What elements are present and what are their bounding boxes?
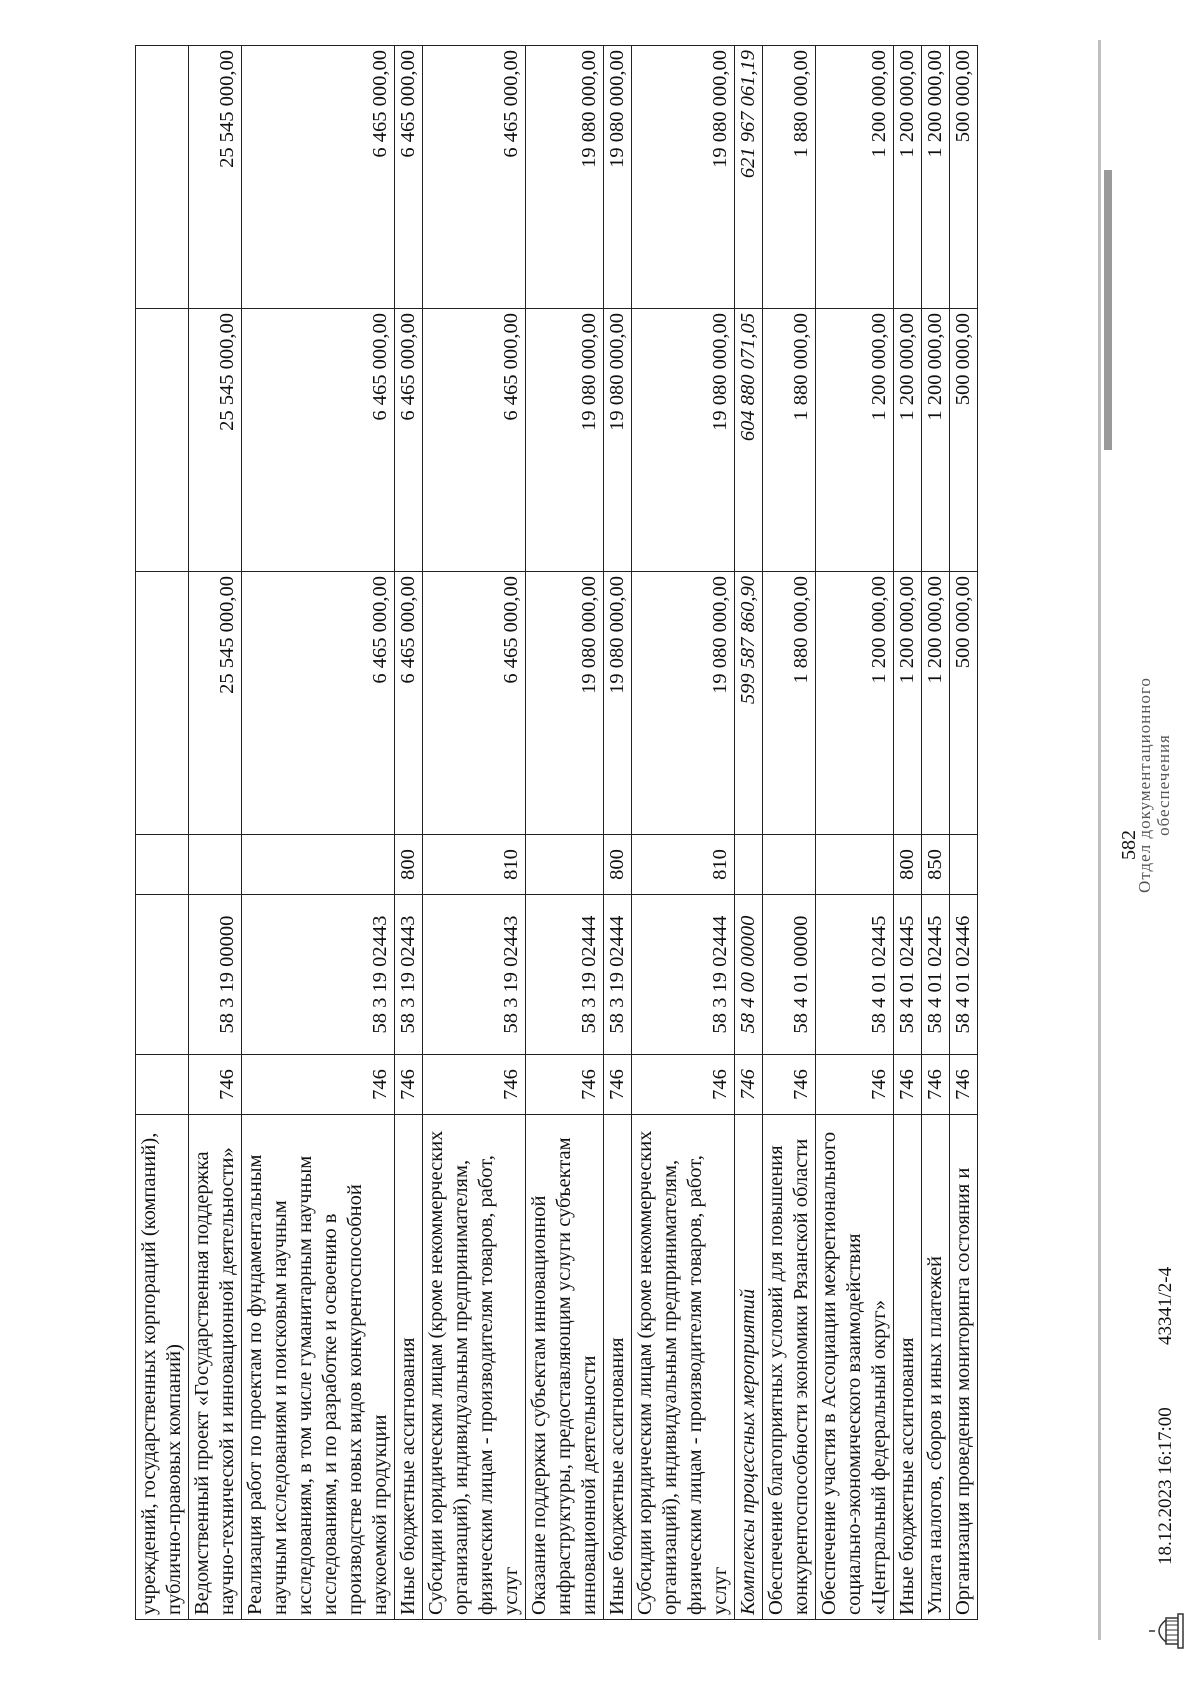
scan-edge-line [1098, 40, 1101, 1640]
scan-edge-mark [1104, 170, 1112, 450]
row-gr-code [136, 1055, 189, 1115]
row-amount-2024: 6 465 000,00 [242, 572, 395, 835]
row-vr-code: 810 [423, 835, 526, 895]
row-gr-code: 746 [189, 1055, 242, 1115]
row-csr-code: 58 3 19 02444 [604, 895, 632, 1055]
row-amount-2026: 1 200 000,00 [922, 46, 950, 309]
row-amount-2025: 6 465 000,00 [242, 309, 395, 572]
row-amount-2024: 599 587 860,90 [735, 572, 763, 835]
row-name: Организация проведения мониторинга состояния и [950, 1115, 978, 1620]
row-csr-code: 58 3 19 00000 [189, 895, 242, 1055]
row-vr-code [526, 835, 604, 895]
row-name: Реализация работ по проектам по фундаментальным научным исследованиям и поисковым научным исследованиям, в том числе гуманитарным научным исследованиям, и по разработке и освоению в производстве новых видов конкурентоспособной наукоемкой продукции [242, 1115, 395, 1620]
budget-table [135, 45, 978, 1620]
row-name: Обеспечение благоприятных условий для повышения конкурентоспособности экономики Рязанской области [763, 1115, 816, 1620]
row-vr-code [816, 835, 894, 895]
row-amount-2026: 19 080 000,00 [632, 46, 735, 309]
row-vr-code: 800 [604, 835, 632, 895]
row-amount-2025: 19 080 000,00 [632, 309, 735, 572]
row-csr-code: 58 4 01 02446 [950, 895, 978, 1055]
row-name: Иные бюджетные ассигнования [894, 1115, 922, 1620]
row-gr-code: 746 [763, 1055, 816, 1115]
table-row [242, 46, 395, 1620]
row-amount-2025: 500 000,00 [950, 309, 978, 572]
row-name: Уплата налогов, сборов и иных платежей [922, 1115, 950, 1620]
row-amount-2026: 1 200 000,00 [894, 46, 922, 309]
row-csr-code: 58 3 19 02444 [632, 895, 735, 1055]
row-gr-code: 746 [894, 1055, 922, 1115]
page-number: 582 [1118, 830, 1140, 860]
row-gr-code: 746 [950, 1055, 978, 1115]
row-name: Оказание поддержки субъектам инновационной инфраструктуры, предоставляющим услуги субъектам инновационной деятельности [526, 1115, 604, 1620]
row-vr-code [189, 835, 242, 895]
row-csr-code: 58 4 01 02445 [922, 895, 950, 1055]
row-amount-2026: 6 465 000,00 [395, 46, 423, 309]
stamp-line-2: обеспечения [1154, 734, 1173, 836]
row-gr-code: 746 [922, 1055, 950, 1115]
row-amount-2026: 500 000,00 [950, 46, 978, 309]
row-amount-2025: 19 080 000,00 [604, 309, 632, 572]
table-row [136, 46, 189, 1620]
row-name: учреждений, государственных корпораций (компаний), публично-правовых компаний) [136, 1115, 189, 1620]
row-csr-code: 58 4 01 00000 [763, 895, 816, 1055]
table-row [423, 46, 526, 1620]
row-name: Комплексы процессных мероприятий [735, 1115, 763, 1620]
row-gr-code: 746 [632, 1055, 735, 1115]
table-row [894, 46, 922, 1620]
row-csr-code: 58 3 19 02444 [526, 895, 604, 1055]
table-row [526, 46, 604, 1620]
row-amount-2024: 1 200 000,00 [894, 572, 922, 835]
row-amount-2025: 604 880 071,05 [735, 309, 763, 572]
row-amount-2024: 500 000,00 [950, 572, 978, 835]
table-row [735, 46, 763, 1620]
row-name: Иные бюджетные ассигнования [604, 1115, 632, 1620]
row-amount-2024: 25 545 000,00 [189, 572, 242, 835]
row-vr-code: 800 [894, 835, 922, 895]
table-row [632, 46, 735, 1620]
row-csr-code: 58 4 00 00000 [735, 895, 763, 1055]
row-csr-code: 58 4 01 02445 [894, 895, 922, 1055]
row-vr-code [136, 835, 189, 895]
table-row [189, 46, 242, 1620]
row-amount-2025: 1 880 000,00 [763, 309, 816, 572]
row-vr-code [763, 835, 816, 895]
row-gr-code: 746 [604, 1055, 632, 1115]
row-gr-code: 746 [395, 1055, 423, 1115]
row-amount-2025: 1 200 000,00 [816, 309, 894, 572]
row-name: Субсидии юридическим лицам (кроме некоммерческих организаций), индивидуальным предпринимателям, физическим лицам - производителям товаров, работ, услуг [423, 1115, 526, 1620]
table-row [950, 46, 978, 1620]
row-amount-2025 [136, 309, 189, 572]
row-csr-code: 58 3 19 02443 [395, 895, 423, 1055]
row-gr-code: 746 [816, 1055, 894, 1115]
row-name: Иные бюджетные ассигнования [395, 1115, 423, 1620]
row-vr-code [242, 835, 395, 895]
row-vr-code: 810 [632, 835, 735, 895]
row-amount-2025: 25 545 000,00 [189, 309, 242, 572]
row-gr-code: 746 [423, 1055, 526, 1115]
footer-doc-number: 43341/2-4 [1155, 1266, 1176, 1345]
row-amount-2024: 1 880 000,00 [763, 572, 816, 835]
row-amount-2025: 1 200 000,00 [922, 309, 950, 572]
row-amount-2026: 19 080 000,00 [604, 46, 632, 309]
table-row [763, 46, 816, 1620]
row-vr-code [950, 835, 978, 895]
row-amount-2024 [136, 572, 189, 835]
row-gr-code: 746 [242, 1055, 395, 1115]
stamp-line-1: Отдел документационного [1135, 677, 1154, 893]
row-gr-code: 746 [526, 1055, 604, 1115]
table-row [816, 46, 894, 1620]
row-name: Ведомственный проект «Государственная поддержка научно-технической и инновационной деятельности» [189, 1115, 242, 1620]
row-name: Обеспечение участия в Ассоциации межрегионального социально-экономического взаимодействия «Центральный федеральный округ» [816, 1115, 894, 1620]
row-name: Субсидии юридическим лицам (кроме некоммерческих организаций), индивидуальным предпринимателям, физическим лицам - производителям товаров, работ, услуг [632, 1115, 735, 1620]
duma-logo-icon [1148, 1612, 1186, 1650]
table-row [395, 46, 423, 1620]
row-amount-2026: 1 200 000,00 [816, 46, 894, 309]
row-amount-2026: 19 080 000,00 [526, 46, 604, 309]
row-amount-2026: 25 545 000,00 [189, 46, 242, 309]
row-amount-2025: 6 465 000,00 [395, 309, 423, 572]
row-amount-2024: 19 080 000,00 [632, 572, 735, 835]
row-amount-2026: 1 880 000,00 [763, 46, 816, 309]
row-vr-code: 800 [395, 835, 423, 895]
row-amount-2024: 1 200 000,00 [922, 572, 950, 835]
row-amount-2026 [136, 46, 189, 309]
row-amount-2026: 6 465 000,00 [242, 46, 395, 309]
row-csr-code: 58 3 19 02443 [242, 895, 395, 1055]
row-amount-2024: 6 465 000,00 [395, 572, 423, 835]
table-row [604, 46, 632, 1620]
row-amount-2026: 6 465 000,00 [423, 46, 526, 309]
row-amount-2024: 19 080 000,00 [604, 572, 632, 835]
row-amount-2024: 19 080 000,00 [526, 572, 604, 835]
row-gr-code: 746 [735, 1055, 763, 1115]
row-csr-code: 58 4 01 02445 [816, 895, 894, 1055]
row-csr-code [136, 895, 189, 1055]
row-amount-2025: 6 465 000,00 [423, 309, 526, 572]
row-amount-2025: 19 080 000,00 [526, 309, 604, 572]
row-amount-2025: 1 200 000,00 [894, 309, 922, 572]
row-vr-code [735, 835, 763, 895]
row-amount-2024: 1 200 000,00 [816, 572, 894, 835]
row-amount-2026: 621 967 061,19 [735, 46, 763, 309]
table-row [922, 46, 950, 1620]
footer-datetime: 18.12.2023 16:17:00 [1155, 1407, 1176, 1565]
department-stamp [1135, 660, 1173, 910]
row-amount-2024: 6 465 000,00 [423, 572, 526, 835]
row-csr-code: 58 3 19 02443 [423, 895, 526, 1055]
row-vr-code: 850 [922, 835, 950, 895]
